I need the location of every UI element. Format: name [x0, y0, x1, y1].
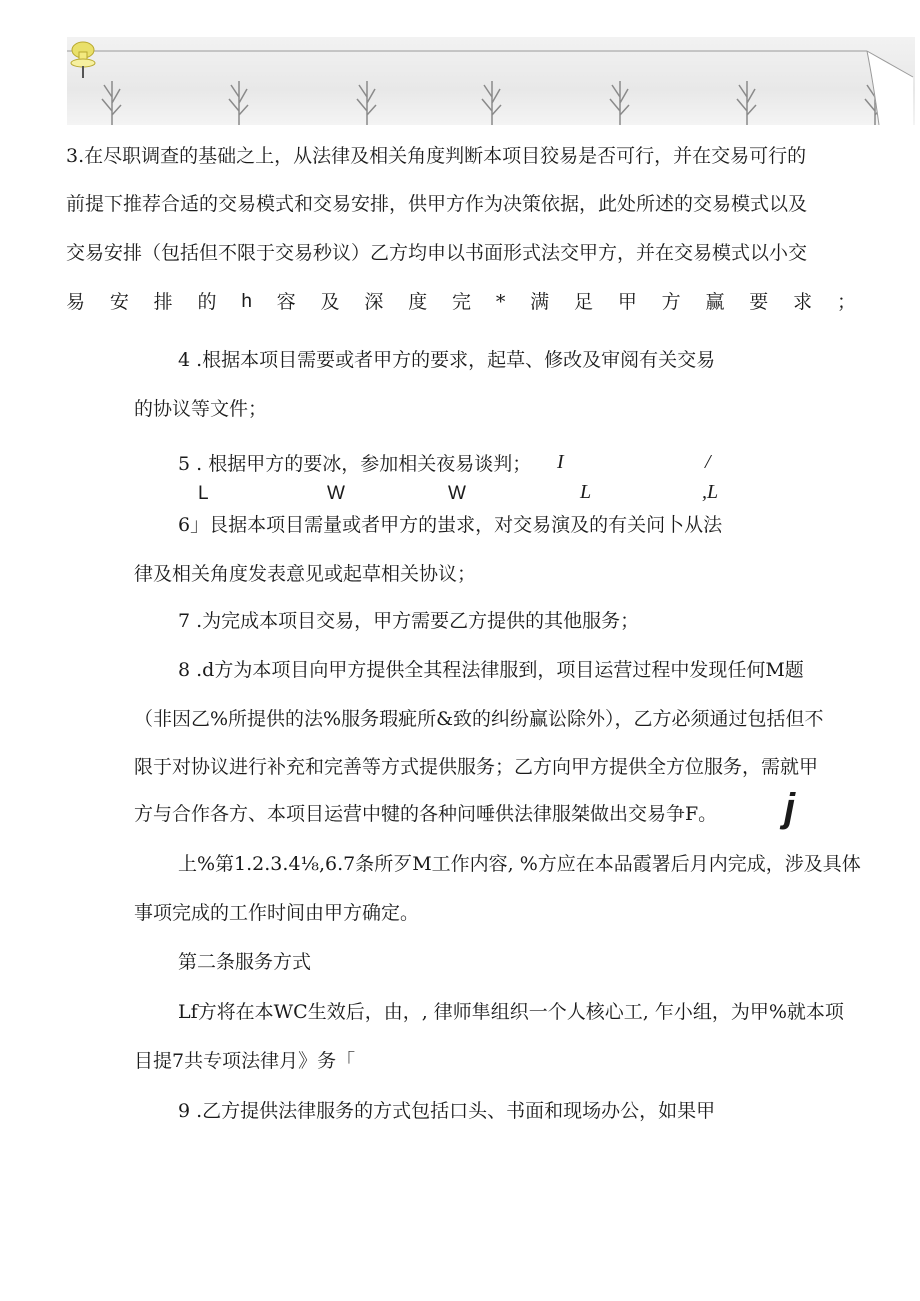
paragraph-line: 方与合作各方、本项目运营中犍的各种问唾供法律服桀做出交易争F。 — [134, 803, 718, 825]
spaced-char: 求 — [793, 291, 813, 313]
paragraph-line: （非因乙%所提供的法%服务瑕疵所&致的纠纷赢讼除外），乙方必须通过包括但不 — [134, 708, 824, 730]
stray-mark: ,L — [702, 481, 719, 503]
spaced-char: 安 — [109, 291, 129, 313]
stray-mark: I — [557, 451, 564, 473]
spaced-char: 的 — [197, 291, 217, 313]
paragraph-line: 8 .d方为本项目向甲方提供全其程法律服到，项目运营过程中发现任何M题 — [178, 659, 804, 681]
header-banner — [67, 37, 915, 125]
spaced-char: 深 — [364, 291, 384, 313]
paragraph-line: 目提7共专项法律月》务「 — [134, 1050, 356, 1072]
paragraph-line: 前提下推荐合适的交易模式和交易安排，供甲方作为决策依据，此处所述的交易模式以及 — [66, 193, 808, 215]
spaced-char: * — [495, 291, 506, 313]
spaced-char: 赢 — [705, 291, 725, 313]
paragraph-line: 4 .根据本项目需要或者甲方的要求，起草、修改及审阅有关交易 — [178, 349, 716, 371]
stray-mark: W — [327, 483, 345, 504]
spaced-char: ； — [836, 291, 856, 313]
paragraph-line: 的协议等文件； — [134, 398, 268, 420]
tree-icon — [610, 81, 629, 125]
stray-mark: j — [784, 786, 796, 830]
paragraph-line: 7 .为完成本项目交易，甲方需要乙方提供的其他服务； — [178, 610, 640, 632]
paragraph-line: 上%第1.2.3.4⅛,6.7条所歹M工作内容, %方应在本品霞署后月内完成，涉及具体 — [178, 853, 861, 875]
spaced-paragraph-line — [66, 290, 856, 314]
tree-icon — [737, 81, 756, 125]
spaced-char: 及 — [320, 291, 340, 313]
tree-icon — [229, 81, 248, 125]
tree-icon — [357, 81, 376, 125]
spaced-char: 完 — [452, 291, 472, 313]
spaced-char: 满 — [530, 291, 550, 313]
tree-icon — [482, 81, 501, 125]
pushpin-icon — [68, 40, 98, 80]
paragraph-line: 限于对协议进行补充和完善等方式提供服务；乙方向甲方提供全方位服务，需就甲 — [134, 756, 819, 778]
stray-mark: L — [198, 483, 209, 504]
spaced-char: 甲 — [617, 291, 637, 313]
spaced-char: 易 — [66, 291, 86, 313]
spaced-char: 足 — [573, 291, 593, 313]
section-heading: 第二条服务方式 — [178, 951, 312, 973]
paragraph-line: Lf方将在本WC生效后，由，, 律师隼组织一个人核心工, 乍小组，为甲%就本项 — [178, 1001, 844, 1023]
paragraph-line: 6」艮据本项目需量或者甲方的蚩求，对交易演及的有关问卜从法 — [178, 514, 723, 536]
tree-strip-graphic — [67, 37, 915, 125]
tree-icon — [102, 81, 121, 125]
paragraph-line: 交易安排（包括但不限于交易秒议）乙方均申以书面形式法交甲方，并在交易模式以小交 — [66, 242, 808, 264]
paragraph-line: 9 .乙方提供法律服务的方式包括口头、书面和现场办公，如果甲 — [178, 1100, 716, 1122]
spaced-char: 方 — [661, 291, 681, 313]
stray-mark: L — [580, 481, 592, 503]
spaced-char: 排 — [153, 291, 173, 313]
stray-mark: / — [705, 451, 711, 473]
paragraph-line: 律及相关角度发表意见或起草相关协议； — [134, 563, 477, 585]
paragraph-line: 5 . 根据甲方的要冰，参加相关夜易谈判； — [178, 453, 532, 475]
spaced-char: 要 — [749, 291, 769, 313]
paragraph-line: 事项完成的工作时间由甲方确定。 — [134, 902, 420, 924]
spaced-char: 容 — [276, 291, 296, 313]
spaced-char: 度 — [408, 291, 428, 313]
page-curl-icon — [867, 51, 913, 125]
stray-mark: W — [448, 483, 466, 504]
paragraph-line: 3.在尽职调查的基础之上，从法律及相关角度判断本项目狡易是否可行，并在交易可行的 — [66, 145, 807, 167]
spaced-char: h — [241, 291, 252, 312]
